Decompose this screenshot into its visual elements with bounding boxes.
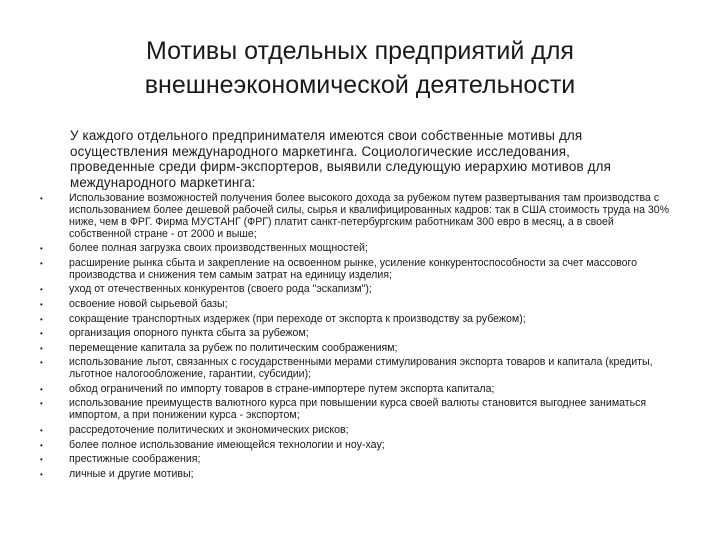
bullet-icon: • <box>40 285 43 295</box>
list-item-text: сокращение транспортных издержек (при переходе от экспорта к производству за рубежом); <box>69 312 526 325</box>
bullet-icon: • <box>40 358 43 368</box>
bullet-icon: • <box>40 314 43 324</box>
list-item-text: организация опорного пункта сбыта за рубежом; <box>69 327 309 340</box>
list-item <box>40 258 670 282</box>
intro-paragraph: У каждого отдельного предпринимателя имеются свои собственные мотивы для осуществления международного маркетинга. Социологические исследования, проведенные среди фирм-экспортеров, выявили следующую иерархию мотивов для международного маркетинга: <box>70 128 611 190</box>
bullet-icon: • <box>40 258 43 268</box>
list-item-text: расширение рынка сбыта и закрепление на освоенном рынке, усиление конкурентоспособности за счет массового производства и снижения тем самым затрат на единицу изделия; <box>69 256 638 281</box>
list-item-text: рассредоточение политических и экономических рисков; <box>69 423 349 436</box>
list-item <box>40 284 670 296</box>
list-item-text: уход от отечественных конкурентов (своего рода "эскапизм"); <box>69 283 372 296</box>
bullet-icon: • <box>40 300 43 309</box>
list-item-text: освоение новой сырьевой базы; <box>69 298 228 310</box>
list-item <box>40 243 670 255</box>
bullet-icon: • <box>40 343 43 353</box>
title-line-2: внешнеэкономической деятельности <box>144 71 576 99</box>
bullet-icon: • <box>40 469 43 479</box>
bullet-icon: • <box>40 440 43 450</box>
list-item-text: более полная загрузка своих производственных мощностей; <box>69 242 368 255</box>
list-item-text: использование льгот, связанных с государственными мерами стимулирования экспорта товаров и капитала (кредиты, льготное налогообложение, гарантии, субсидии); <box>69 356 653 381</box>
list-item <box>40 193 670 241</box>
list-item <box>40 384 670 396</box>
bullet-icon: • <box>40 329 43 339</box>
list-item <box>40 469 670 481</box>
bullet-icon: • <box>40 244 43 254</box>
list-item-text: обход ограничений по импорту товаров в стране-импортере путем экспорта капитала; <box>69 382 495 395</box>
list-item-text: перемещение капитала за рубеж по политическим соображениям; <box>69 341 398 354</box>
list-item <box>40 328 670 340</box>
list-item-text: более полное использование имеющейся технологии и ноу-хау; <box>69 438 385 451</box>
bullet-icon: • <box>40 455 43 465</box>
list-item-text: использование преимуществ валютного курса при повышении курса своей валюты становится выгоднее заниматься импортом, а при понижении курса - экспортом; <box>69 397 647 422</box>
list-item <box>40 454 670 466</box>
bullet-icon: • <box>40 425 43 435</box>
list-item <box>40 357 670 381</box>
slide-title <box>60 34 660 102</box>
list-item <box>40 425 670 437</box>
list-item-text: Использование возможностей получения более высокого дохода за рубежом путем развертывания там производства с использованием более дешевой рабочей силы, сырья и квалифицированных кадров: так в США стоимость труда на 30% ниже, чем в ФРГ. Фирма МУСТАНГ (ФРГ) платит санкт-петербургским работникам 300 евро в месяц, а в своей собственной стране - от 2000 и выше; <box>69 192 670 240</box>
motives-list <box>40 193 670 483</box>
list-item <box>40 314 670 326</box>
list-item <box>40 343 670 355</box>
list-item <box>40 440 670 452</box>
list-item <box>40 299 670 311</box>
bullet-icon: • <box>40 384 43 394</box>
list-item-text: престижные соображения; <box>69 453 201 466</box>
list-item <box>40 398 670 422</box>
list-item-text: личные и другие мотивы; <box>69 467 194 480</box>
bullet-icon: • <box>40 194 43 203</box>
title-line-1: Мотивы отдельных предприятий для <box>146 37 574 65</box>
bullet-icon: • <box>40 399 43 409</box>
